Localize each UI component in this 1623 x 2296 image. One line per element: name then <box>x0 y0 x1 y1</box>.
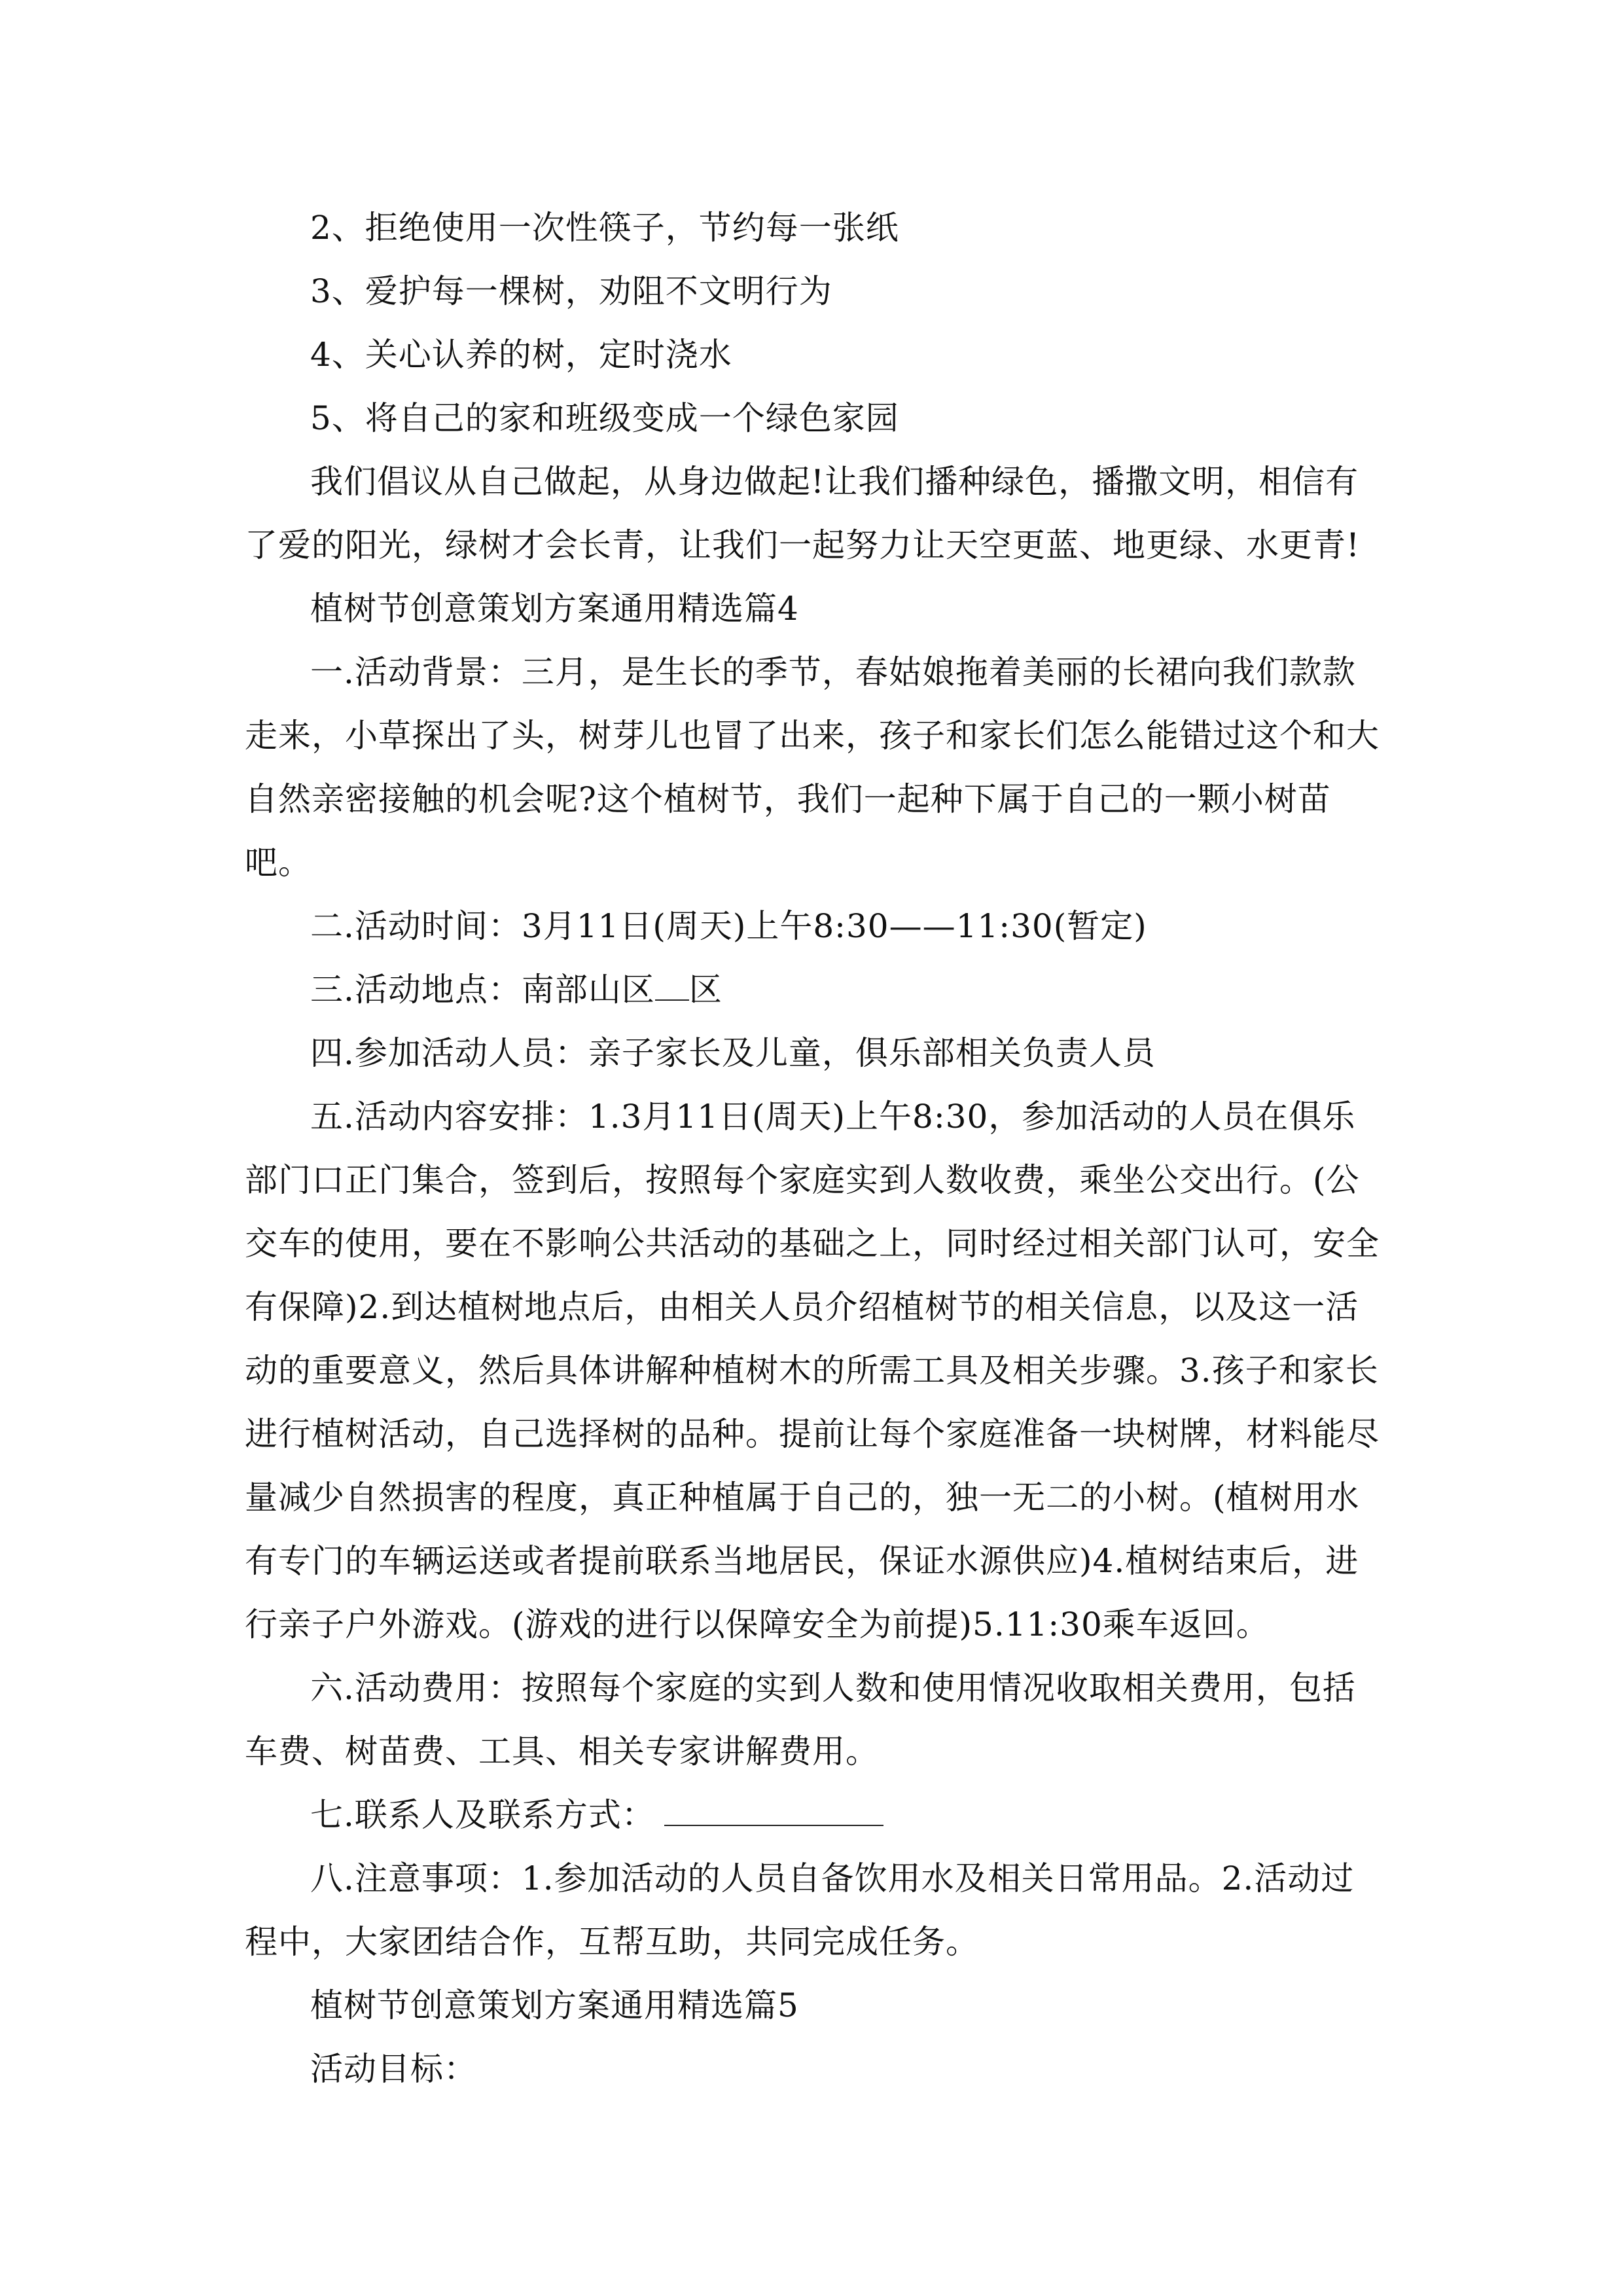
section-heading-5: 植树节创意策划方案通用精选篇5 <box>310 1986 799 2024</box>
precautions: 八.注意事项：1.参加活动的人员自备饮用水及相关日常用品。2.活动过程中，大家团结合作，互帮互助，共同完成任务。 <box>245 1859 1355 1961</box>
activity-location <box>245 958 1383 1022</box>
list-item-2: 2、拒绝使用一次性筷子，节约每一张纸 <box>310 209 899 247</box>
activity-schedule: 五.活动内容安排：1.3月11日(周天)上午8:30，参加活动的人员在俱乐部门口正门集合，签到后，按照每个家庭实到人数收费，乘坐公交出行。(公交车的使用，要在不影响公共活动的基础之上，同时经过相关部门认可，安全有保障)2.到达植树地点后，由相关人员介绍植树节的相关信息，以及这一活动的重要意义，然后具体讲解种植树木的所需工具及相关步骤。3.孩子和家长进行植树活动，自己选择树的品种。提前让每个家庭准备一块树牌，材料能尽量减少自然损害的程度，真正种植属于自己的，独一无二的小树。(植树用水有专门的车辆运送或者提前联系当地居民，保证水源供应)4.植树结束后，进行亲子户外游戏。(游戏的进行以保障安全为前提)5.11:30乘车返回。 <box>245 1098 1380 1643</box>
activity-location-suffix: 区 <box>688 971 722 1009</box>
document-body <box>245 196 1383 2101</box>
location-blank-line <box>655 999 689 1001</box>
activity-location-prefix: 三.活动地点：南部山区 <box>310 971 655 1009</box>
initiative-paragraph: 我们倡议从自己做起，从身边做起!让我们播种绿色，播撒文明，相信有了爱的阳光，绿树才会长青，让我们一起努力让天空更蓝、地更绿、水更青! <box>245 463 1361 564</box>
activity-fees: 六.活动费用：按照每个家庭的实到人数和使用情况收取相关费用，包括车费、树苗费、工具、相关专家讲解费用。 <box>245 1669 1356 1770</box>
section-heading-4: 植树节创意策划方案通用精选篇4 <box>310 590 799 628</box>
activity-background: 一.活动背景：三月，是生长的季节，春姑娘拖着美丽的长裙向我们款款走来，小草探出了头，树芽儿也冒了出来，孩子和家长们怎么能错过这个和大自然亲密接触的机会呢?这个植树节，我们一起种下属于自己的一颗小树苗吧。 <box>245 653 1380 882</box>
list-item-4: 4、关心认养的树，定时浇水 <box>310 336 732 374</box>
list-item-5: 5、将自己的家和班级变成一个绿色家园 <box>310 399 899 437</box>
activity-participants: 四.参加活动人员：亲子家长及儿童，俱乐部相关负责人员 <box>310 1034 1156 1072</box>
contact-info <box>245 1784 1383 1847</box>
activity-goal-label: 活动目标： <box>310 2050 477 2088</box>
contact-blank-line <box>664 1824 883 1826</box>
contact-label: 七.联系人及联系方式： <box>310 1796 655 1834</box>
activity-time: 二.活动时间：3月11日(周天)上午8:30——11:30(暂定) <box>310 907 1147 945</box>
list-item-3: 3、爱护每一棵树，劝阻不文明行为 <box>310 272 832 310</box>
